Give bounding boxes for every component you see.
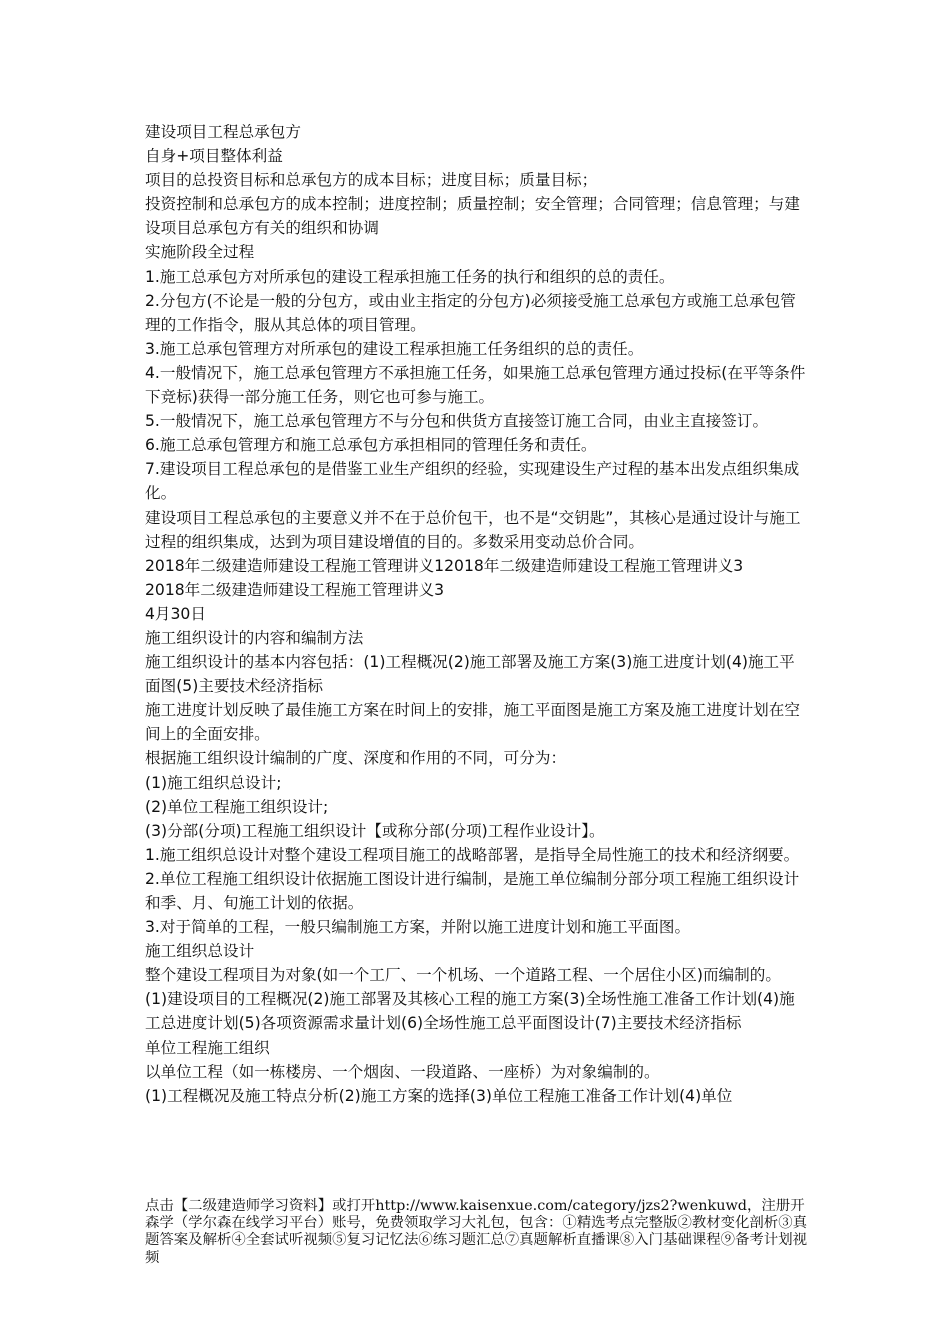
paragraph: 建设项目工程总承包方: [145, 123, 301, 141]
paragraph: 2018年二级建造师建设工程施工管理讲义3: [145, 580, 445, 599]
paragraph: 建设项目工程总承包的主要意义并不在于总价包干，也不是“交钥匙”，其核心是通过设计与施工过程的组织集成，达到为项目建设增值的目的。多数采用变动总价合同。: [145, 508, 801, 551]
paragraph: (2)单位工程施工组织设计;: [145, 797, 329, 816]
paragraph: 自身+项目整体利益: [145, 147, 283, 166]
footer-promo-text: 点击【二级建造师学习资料】或打开http://www.kaisenxue.com/category/jzs2?wenkuwd，注册开森学（学尔森在线学习平台）账号，免费领取学习大礼包，包含：①精选考点完整版②教材变化剖析③真题答案及解析④全套试听视频⑤复习记忆法⑥练习题汇总⑦真题解析直播课⑧入门基础课程⑨备考计划视频: [145, 1198, 807, 1266]
paragraph: (3)分部(分项)工程施工组织设计【或称分部(分项)工程作业设计】。: [145, 821, 605, 840]
paragraph: 施工组织总设计: [145, 942, 255, 961]
paragraph: 投资控制和总承包方的成本控制；进度控制；质量控制；安全管理；合同管理；信息管理；与建设项目总承包方有关的组织和协调: [145, 195, 800, 238]
paragraph: 3.施工总承包管理方对所承包的建设工程承担施工任务组织的总的责任。: [145, 339, 644, 358]
paragraph: 7.建设项目工程总承包的是借鉴工业生产组织的经验，实现建设生产过程的基本出发点组织集成化。: [145, 460, 800, 503]
paragraph: 1.施工组织总设计对整个建设工程项目施工的战略部署，是指导全局性施工的技术和经济纲要。: [145, 845, 800, 864]
paragraph: 实施阶段全过程: [145, 243, 255, 262]
paragraph: (1)建设项目的工程概况(2)施工部署及其核心工程的施工方案(3)全场性施工准备工作计划(4)施工总进度计划(5)各项资源需求量计划(6)全场性施工总平面图设计(7)主要技术经济指标: [145, 990, 795, 1033]
paragraph: 1.施工总承包方对所承包的建设工程承担施工任务的执行和组织的总的责任。: [145, 267, 675, 286]
paragraph: 项目的总投资目标和总承包方的成本目标；进度目标；质量目标；: [145, 171, 598, 190]
document-body: [145, 120, 810, 1108]
paragraph: 5.一般情况下，施工总承包管理方不与分包和供货方直接签订施工合同，由业主直接签订。: [145, 412, 769, 431]
paragraph: 施工组织设计的基本内容包括：(1)工程概况(2)施工部署及施工方案(3)施工进度计划(4)施工平面图(5)主要技术经济指标: [145, 653, 795, 696]
paragraph: 6.施工总承包管理方和施工总承包方承担相同的管理任务和责任。: [145, 436, 597, 455]
paragraph: 根据施工组织设计编制的广度、深度和作用的不同，可分为：: [145, 749, 567, 768]
paragraph: 以单位工程（如一栋楼房、一个烟囱、一段道路、一座桥）为对象编制的。: [145, 1062, 660, 1081]
paragraph: (1)施工组织总设计;: [145, 773, 282, 792]
paragraph: 3.对于简单的工程，一般只编制施工方案，并附以施工进度计划和施工平面图。: [145, 918, 691, 937]
paragraph: 2.单位工程施工组织设计依据施工图设计进行编制，是施工单位编制分部分项工程施工组织设计和季、月、旬施工计划的依据。: [145, 869, 800, 912]
footer-promo[interactable]: [145, 1198, 810, 1267]
paragraph: 施工组织设计的内容和编制方法: [145, 628, 364, 647]
paragraph: (1)工程概况及施工特点分析(2)施工方案的选择(3)单位工程施工准备工作计划(4)单位: [145, 1086, 733, 1105]
paragraph: 单位工程施工组织: [145, 1038, 270, 1057]
paragraph: 4.一般情况下，施工总承包管理方不承担施工任务，如果施工总承包管理方通过投标(在平等条件下竞标)获得一部分施工任务，则它也可参与施工。: [145, 363, 806, 407]
paragraph: 4月30日: [145, 604, 206, 623]
paragraph: 施工进度计划反映了最佳施工方案在时间上的安排，施工平面图是施工方案及施工进度计划在空间上的全面安排。: [145, 701, 800, 744]
paragraph: 2018年二级建造师建设工程施工管理讲义12018年二级建造师建设工程施工管理讲义3: [145, 556, 744, 575]
paragraph: 整个建设工程项目为对象(如一个工厂、一个机场、一个道路工程、一个居住小区)而编制的。: [145, 966, 781, 985]
paragraph: 2.分包方(不论是一般的分包方，或由业主指定的分包方)必须接受施工总承包方或施工总承包管理的工作指令，服从其总体的项目管理。: [145, 291, 796, 334]
